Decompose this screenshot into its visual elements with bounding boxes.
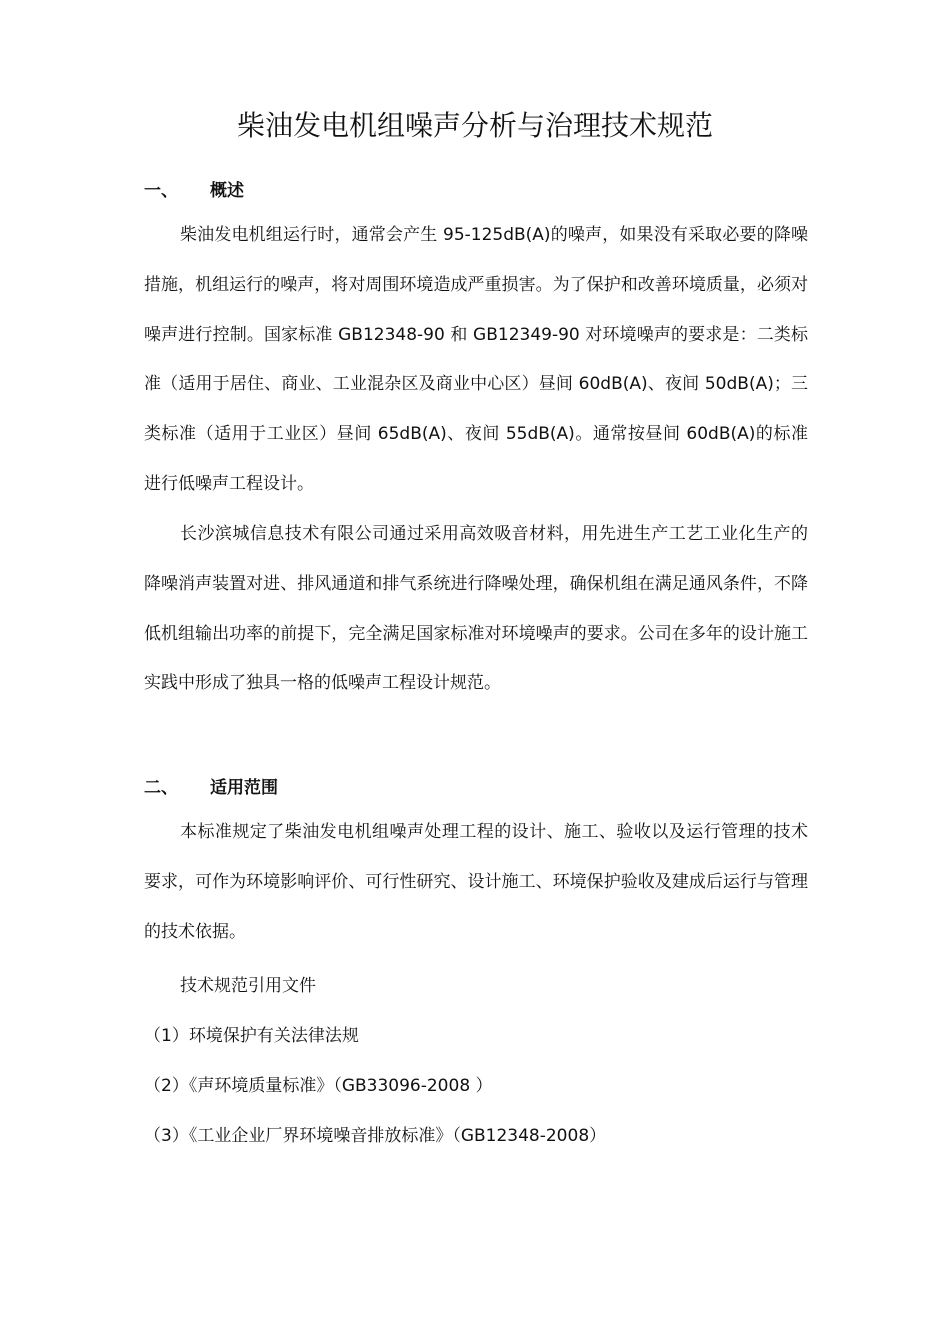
section-1-title: 概述 bbox=[210, 181, 244, 201]
section-1-paragraph-1: 柴油发电机组运行时，通常会产生 95-125dB(A)的噪声，如果没有采取必要的降噪措施，机组运行的噪声，将对周围环境造成严重损害。为了保护和改善环境质量，必须对噪声进行控制。国家标准 GB12348-90 和 GB12349-90 对环境噪声的要求是：二类标准（适用于居住、商业、工业混杂区及商业中心区）昼间 60dB(A)、夜间 50dB(A)；三类标准（适用于工业区）昼间 65dB(A)、夜间 55dB(A)。通常按昼间 60dB(A)的标准进行低噪声工程设计。 bbox=[144, 225, 808, 494]
section-2-title: 适用范围 bbox=[210, 778, 278, 798]
reference-item-3: （3）《工业企业厂界环境噪音排放标准》（GB12348-2008） bbox=[144, 1126, 607, 1146]
section-1-number: 一、 bbox=[144, 181, 178, 201]
references-title: 技术规范引用文件 bbox=[180, 976, 316, 996]
section-1-heading bbox=[144, 176, 244, 201]
section-2-heading bbox=[144, 773, 278, 798]
document-title: 柴油发电机组噪声分析与治理技术规范 bbox=[236, 109, 713, 142]
section-2-number: 二、 bbox=[144, 778, 178, 798]
reference-item-2: （2）《声环境质量标准》（GB33096-2008 ） bbox=[144, 1076, 493, 1096]
section-1-paragraph-2: 长沙滨城信息技术有限公司通过采用高效吸音材料，用先进生产工艺工业化生产的降噪消声装置对进、排风通道和排气系统进行降噪处理，确保机组在满足通风条件，不降低机组输出功率的前提下，完全满足国家标准对环境噪声的要求。公司在多年的设计施工实践中形成了独具一格的低噪声工程设计规范。 bbox=[144, 524, 808, 694]
reference-item-1: （1）环境保护有关法律法规 bbox=[144, 1026, 359, 1046]
section-2-paragraph: 本标准规定了柴油发电机组噪声处理工程的设计、施工、验收以及运行管理的技术要求，可作为环境影响评价、可行性研究、设计施工、环境保护验收及建成后运行与管理的技术依据。 bbox=[144, 822, 808, 942]
